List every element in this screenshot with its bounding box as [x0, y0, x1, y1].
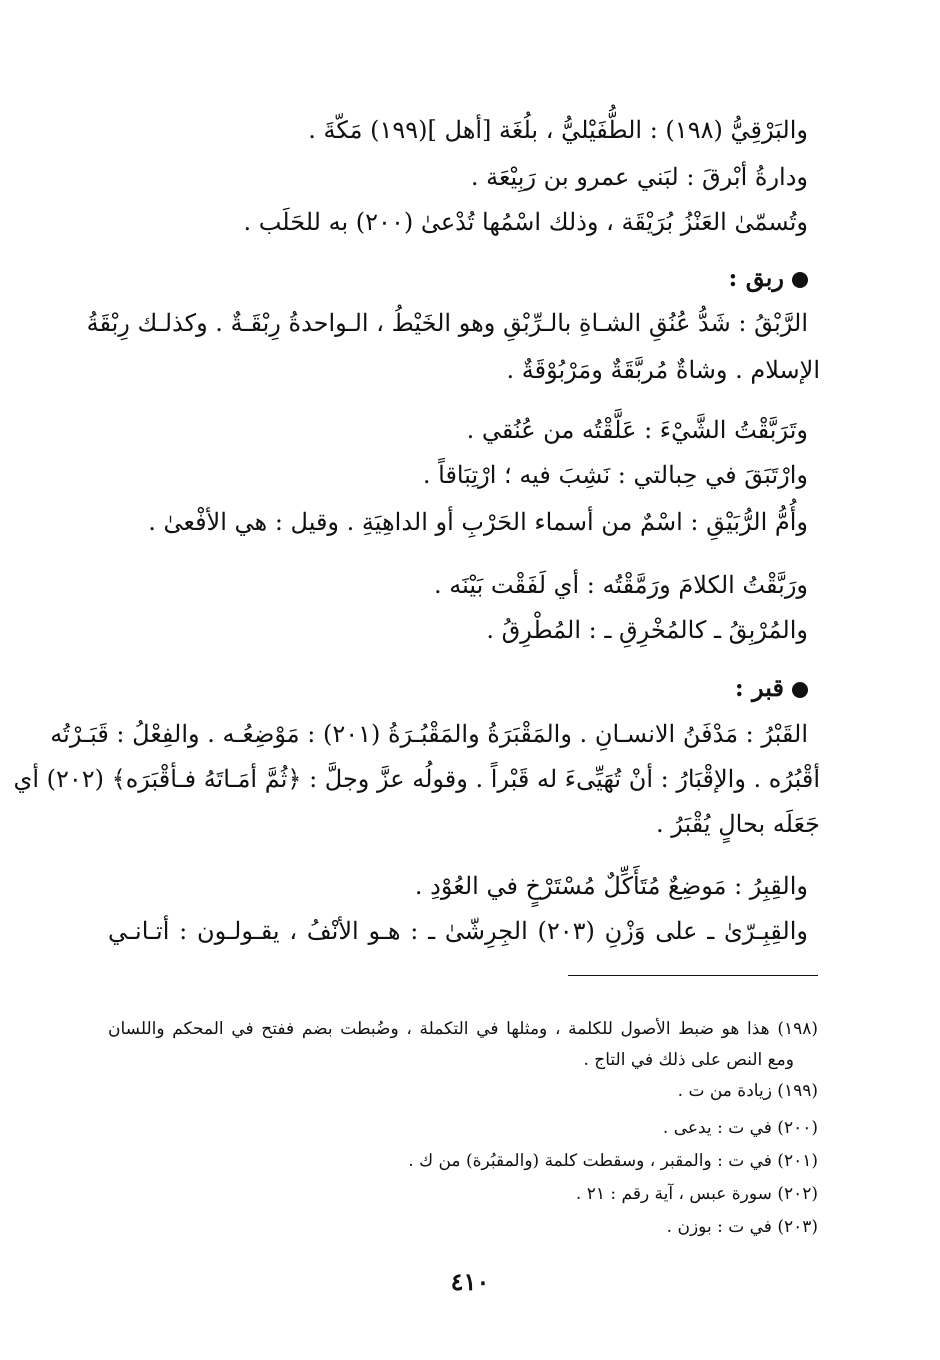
bullet-icon [792, 682, 808, 698]
footnote-line: (٢٠٠) في ت : يدعى . [662, 1118, 818, 1138]
body-line: والمُرْبِقُ ـ كالمُخْرِقِ ـ : المُطْرِقُ . [486, 616, 808, 644]
body-line: وتُسمّىٰ العَنْزُ بُرَيْقَة ، وذلك اسْمُها تُدْعىٰ (٢٠٠) به للحَلَب . [243, 208, 808, 236]
footnote-line: (٢٠١) في ت : والمقبر ، وسقطت كلمة (والمقبُرة) من ك . [408, 1151, 818, 1171]
entry-heading-label: قبر : [734, 673, 784, 702]
body-line: والبَرْقِيُّ (١٩٨) : الطُّفَيْليُّ ، بلُغَة [أهل ](١٩٩) مَكّةَ . [308, 116, 808, 144]
body-line: جَعَلَه بحالٍ يُقْبَرُ . [656, 810, 820, 838]
footnote-line: (١٩٩) زيادة من ت . [677, 1081, 818, 1101]
body-line: أقْبُرُه . والإقْبَارُ : أنْ تُهَيِّىءَ له قَبْراً . وقولُه عزَّ وجلَّ : ﴿ثُمَّ أمَـاتَهُ فـأقْبَرَه﴾ (٢٠٢) أي [13, 765, 820, 793]
footnote-line: (١٩٨) هذا هو ضبط الأصول للكلمة ، ومثلها في التكملة ، وضُبطت بضم ففتح في المحكم واللسان [108, 1019, 818, 1039]
body-line: وارْتَبَقَ في حِبالتي : نَشِبَ فيه ؛ ارْتِبَاقاً . [422, 461, 808, 489]
footnote-line: (٢٠٣) في ت : بوزن . [666, 1217, 818, 1237]
body-line: ودارةُ أبْرقَ : لبَني عمرو بن رَبِيْعَة . [470, 163, 808, 191]
entry-heading [735, 668, 808, 708]
footnote-line: (٢٠٢) سورة عبس ، آية رقم : ٢١ . [575, 1184, 818, 1204]
bullet-icon [792, 272, 808, 288]
body-line: والقِبِـرّىٰ ـ على وَزْنِ (٢٠٣) الجِرِشّىٰ ـ : هـو الأنْفُ ، يقـولـون : أتـانـي [108, 917, 808, 945]
body-line: الإسلام . وشاةٌ مُربَّقَةٌ ومَرْبُوْقَةٌ . [506, 356, 820, 384]
entry-heading [729, 258, 809, 298]
footnote-line: ومع النص على ذلك في التاج . [583, 1050, 794, 1070]
body-line: ورَبَّقْتُ الكلامَ ورَمَّقْتُه : أي لَفَقْت بَيْنَه . [433, 571, 808, 599]
entry-heading-label: ربق : [728, 263, 784, 292]
body-line: القَبْرُ : مَدْفَنُ الانسـانِ . والمَقْبَرَةُ والمَقْبُـرَةُ (٢٠١) : مَوْضِعُـه . والفِعْلُ : قَبَـرْتُه [50, 720, 808, 748]
body-line: وتَرَبَّقْتُ الشَّيْءَ : عَلَّقْتُه من عُنُقي . [466, 416, 808, 444]
body-line: الرَّبْقُ : شَدُّ عُنُقِ الشـاةِ بالـرِّبْقِ وهو الخَيْطُ ، الـواحدةُ رِبْقَـةٌ . وكذلـك رِبْقَةُ [86, 309, 808, 337]
body-line: وأُمُّ الرُّبَيْقِ : اسْمٌ من أسماء الحَرْبِ أو الداهِيَةِ . وقيل : هي الأفْعىٰ . [148, 508, 808, 536]
body-line: والقِبِرُ : مَوضِعٌ مُتَأَكِّلٌ مُسْتَرْخٍ في العُوْدِ . [414, 872, 808, 900]
footnote-separator [568, 975, 818, 976]
page-number: ٤١٠ [450, 1267, 490, 1296]
